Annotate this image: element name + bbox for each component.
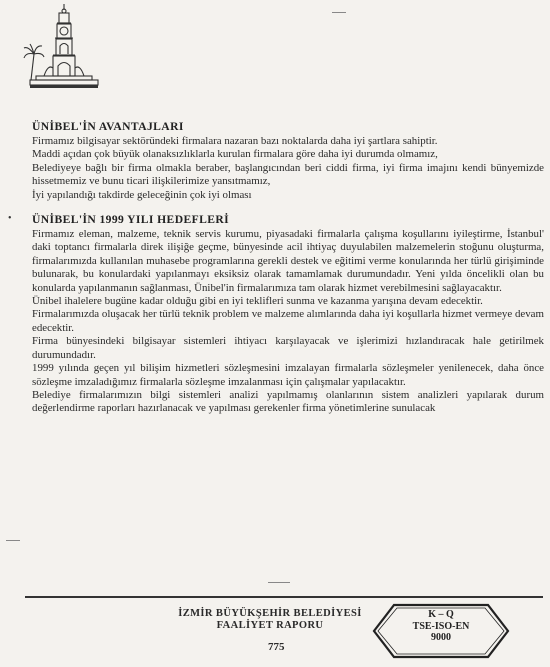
section-heading-goals: ÜNİBEL'İN 1999 YILI HEDEFLERİ — [32, 213, 230, 227]
paragraph: Firma bünyesindeki bilgisayar sistemleri ihtiyacı karşılayacak ve işlerimizi hızlandıracak hale getirilmek durumundadır. — [32, 335, 544, 361]
paragraph: İyi yapılandığı takdirde geleceğinin çok iyi olması — [32, 188, 252, 201]
section-heading-advantages: ÜNİBEL'İN AVANTAJLARI — [32, 120, 184, 133]
cert-standard-label: TSE-ISO-EN — [412, 620, 470, 632]
paragraph: Firmalarımızda oluşacak her türlü teknik problem ve malzeme alımlarında daha iyi koşullarla hizmet vermeye devam edecektir. — [32, 308, 544, 334]
footer-report-name: FAALİYET RAPORU — [216, 620, 324, 631]
scan-mark — [332, 12, 346, 13]
cert-quality-label: K – Q — [428, 609, 454, 620]
scan-mark — [6, 540, 20, 541]
paragraph: Firmamız eleman, malzeme, teknik servis kurumu, piyasadaki firmalarla çalışma koşullarını iyileştirme, İstanbul' daki toptancı firmalarla direk ilişiğe geçme, bünyesinde acil ihtiyaç duyulabilen malzemelerin stoğunu oluşturma, firmalarımızda kullanılan muhasebe programlarına gerekli destek ve eğitimi verme konularında her türlü girişiminde bulunarak, bu konulardaki yapılanmayı eksiksiz olarak tamamlamak durumundadır. Yeni yılda öncelikli olan bu konularda yapılanmanın sağlanması, Ünibel'in firmalarımıza tam olarak hizmet verebilmesini sağlayacaktır. — [32, 228, 544, 294]
paragraph: Belediyeye bağlı bir firma olmakla beraber, başlangıcından beri ciddi firma, iyi firma imajını kendi bünyemizde hissetmemiz ve bunu ticari ilişkilerimize yansıtmamız, — [32, 161, 544, 188]
paragraph: Belediye firmalarımızın bilgi sistemleri analizi yapılmamış olanlarının sistem analizleri yapılarak durum değerlendirme raporları hazırlanacak ve yapılması gerekenler firma yönetimlerine sunulacak — [32, 388, 544, 415]
paragraph: 1999 yılında geçen yıl bilişim hizmetleri sözleşmesini imzalayan firmalarla sözleşmeler yenilenecek, daha önce sözleşme imzaladığımız firmalarla sözleşme imzalanması için çalışmalar yapılacaktır. — [32, 362, 544, 388]
report-body — [32, 120, 544, 416]
scan-mark — [268, 582, 290, 583]
certification-badge — [372, 609, 510, 644]
footer-rule — [25, 596, 543, 598]
page-number: 775 — [268, 641, 285, 653]
stray-mark: • — [8, 213, 12, 224]
cert-number-label: 9000 — [431, 632, 451, 643]
footer-org-name: İZMİR BÜYÜKŞEHİR BELEDİYESİ — [178, 608, 362, 619]
paragraph: Maddi açıdan çok büyük olanaksızlıklarla kurulan firmalara göre daha iyi durumda olmamız, — [32, 148, 438, 161]
clock-tower-logo-icon — [22, 2, 100, 94]
paragraph: Ünibel ihalelere bugüne kadar olduğu gibi en iyi teklifleri sunma ve kazanma yarışına devam edecektir. — [32, 295, 483, 308]
footer-title — [150, 608, 390, 632]
paragraph: Firmamız bilgisayar sektöründeki firmalara nazaran bazı noktalarda daha iyi şartlara sahiptir. — [32, 135, 438, 147]
